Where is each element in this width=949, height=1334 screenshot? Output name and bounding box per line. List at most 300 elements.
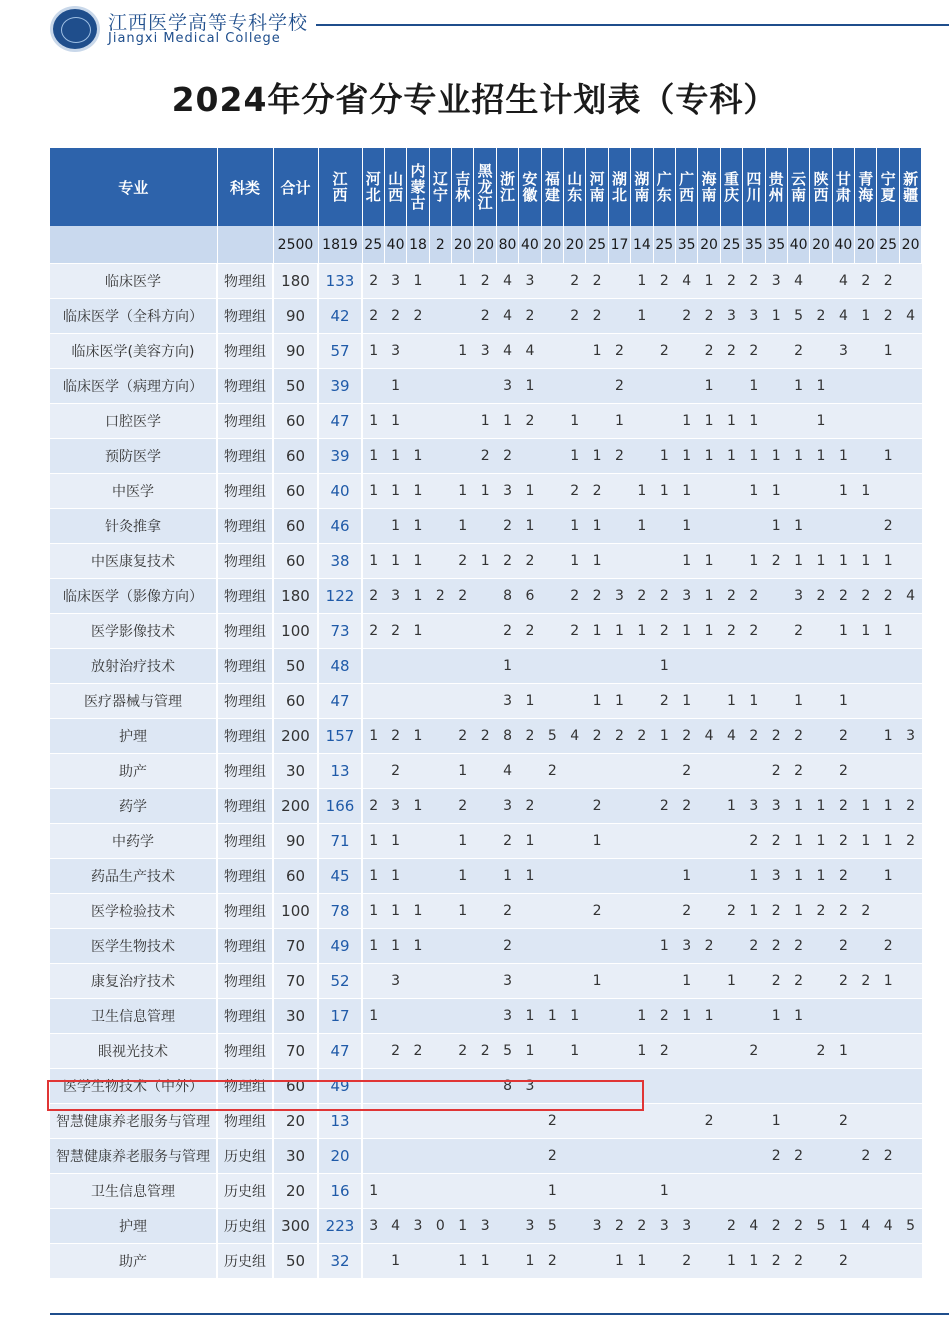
province-cell <box>541 334 563 369</box>
province-cell <box>564 824 586 859</box>
province-cell: 2 <box>586 789 608 824</box>
province-cell: 3 <box>496 999 518 1034</box>
province-cell <box>698 859 720 894</box>
province-cell <box>631 334 653 369</box>
table-row <box>50 964 922 999</box>
total-cell: 20 <box>273 1104 318 1139</box>
province-cell <box>698 1244 720 1279</box>
major-cell: 放射治疗技术 <box>50 649 217 684</box>
province-cell: 1 <box>810 404 832 439</box>
header-province-char: 古 <box>410 194 426 212</box>
province-cell: 1 <box>787 824 809 859</box>
province-cell: 2 <box>675 789 697 824</box>
table-row <box>50 999 922 1034</box>
subtotal-cell: 20 <box>452 226 474 264</box>
province-cell <box>855 1244 877 1279</box>
province-cell: 2 <box>787 719 809 754</box>
province-cell: 1 <box>452 474 474 509</box>
province-cell: 2 <box>787 754 809 789</box>
province-cell: 1 <box>608 1244 630 1279</box>
total-cell: 100 <box>273 614 318 649</box>
province-cell <box>855 719 877 754</box>
province-cell <box>384 649 406 684</box>
major-cell: 中医康复技术 <box>50 544 217 579</box>
header-province-char: 宁 <box>880 170 896 188</box>
province-cell: 1 <box>631 264 653 299</box>
province-cell: 1 <box>855 614 877 649</box>
header-province <box>855 148 877 226</box>
province-cell <box>855 1104 877 1139</box>
province-cell <box>899 1034 921 1069</box>
table-row <box>50 299 922 334</box>
province-cell: 2 <box>362 299 384 334</box>
province-cell <box>675 1139 697 1174</box>
province-cell <box>564 964 586 999</box>
province-cell: 3 <box>384 579 406 614</box>
province-cell: 2 <box>720 614 742 649</box>
province-cell: 1 <box>608 684 630 719</box>
province-cell: 1 <box>452 859 474 894</box>
province-cell <box>474 964 496 999</box>
header-province-char: 海 <box>701 170 717 188</box>
table-row <box>50 929 922 964</box>
province-cell <box>698 789 720 824</box>
province-cell <box>810 1174 832 1209</box>
subtotal-cell: 20 <box>899 226 921 264</box>
header-province <box>541 148 563 226</box>
province-cell <box>899 439 921 474</box>
province-cell: 1 <box>519 509 541 544</box>
province-cell: 8 <box>496 1069 518 1104</box>
total-cell: 60 <box>273 544 318 579</box>
header-province-char: 北 <box>365 186 381 204</box>
province-cell <box>899 964 921 999</box>
category-cell: 历史组 <box>217 1139 273 1174</box>
province-cell <box>631 964 653 999</box>
subtotal-row <box>50 226 922 264</box>
province-cell <box>407 999 429 1034</box>
province-cell: 1 <box>474 404 496 439</box>
province-cell <box>698 964 720 999</box>
province-cell: 5 <box>810 1209 832 1244</box>
province-cell: 3 <box>519 264 541 299</box>
category-cell: 物理组 <box>217 264 273 299</box>
province-cell <box>586 1174 608 1209</box>
province-cell <box>586 999 608 1034</box>
province-cell: 1 <box>675 474 697 509</box>
province-cell <box>698 754 720 789</box>
province-cell <box>631 369 653 404</box>
province-cell <box>608 789 630 824</box>
province-cell: 1 <box>698 544 720 579</box>
subtotal-cell: 2500 <box>273 226 318 264</box>
province-cell <box>564 684 586 719</box>
jiangxi-cell: 122 <box>318 579 362 614</box>
province-cell: 1 <box>407 474 429 509</box>
category-cell: 物理组 <box>217 404 273 439</box>
province-cell: 1 <box>675 964 697 999</box>
province-cell: 2 <box>586 299 608 334</box>
province-cell: 1 <box>362 1174 384 1209</box>
header-category: 科类 <box>217 148 273 226</box>
province-cell <box>810 1139 832 1174</box>
province-cell: 1 <box>407 439 429 474</box>
table-row <box>50 684 922 719</box>
province-cell: 3 <box>496 789 518 824</box>
header-province <box>564 148 586 226</box>
province-cell: 1 <box>743 404 765 439</box>
province-cell: 2 <box>787 929 809 964</box>
province-cell: 4 <box>496 264 518 299</box>
province-cell: 2 <box>855 264 877 299</box>
subtotal-cell: 25 <box>653 226 675 264</box>
province-cell <box>564 1174 586 1209</box>
province-cell: 2 <box>653 264 675 299</box>
province-cell <box>407 964 429 999</box>
province-cell <box>787 1034 809 1069</box>
province-cell: 1 <box>519 1244 541 1279</box>
province-cell <box>653 1244 675 1279</box>
total-cell: 70 <box>273 929 318 964</box>
header-province-char: 西 <box>679 186 695 204</box>
province-cell <box>877 404 899 439</box>
province-cell: 1 <box>698 264 720 299</box>
province-cell <box>608 754 630 789</box>
header-province-char: 疆 <box>903 186 919 204</box>
province-cell <box>429 544 451 579</box>
province-cell: 3 <box>519 1209 541 1244</box>
province-cell: 3 <box>765 859 787 894</box>
subtotal-cell: 20 <box>810 226 832 264</box>
province-cell <box>452 299 474 334</box>
total-cell: 60 <box>273 1069 318 1104</box>
subtotal-cell: 18 <box>407 226 429 264</box>
subtotal-cell: 14 <box>631 226 653 264</box>
province-cell <box>720 999 742 1034</box>
province-cell: 2 <box>631 719 653 754</box>
province-cell: 1 <box>675 509 697 544</box>
header-province-char: 林 <box>455 186 471 204</box>
total-cell: 20 <box>273 1174 318 1209</box>
province-cell <box>698 1209 720 1244</box>
province-cell <box>855 999 877 1034</box>
province-cell <box>362 1034 384 1069</box>
header-province <box>877 148 899 226</box>
header-province-char: 龙 <box>477 178 493 196</box>
major-cell: 针灸推拿 <box>50 509 217 544</box>
province-cell: 2 <box>541 1139 563 1174</box>
province-cell <box>608 1174 630 1209</box>
province-cell: 2 <box>855 579 877 614</box>
province-cell: 2 <box>496 614 518 649</box>
total-cell: 60 <box>273 439 318 474</box>
province-cell <box>720 1069 742 1104</box>
province-cell <box>608 474 630 509</box>
province-cell: 1 <box>631 614 653 649</box>
province-cell: 1 <box>474 474 496 509</box>
province-cell: 2 <box>496 824 518 859</box>
province-cell <box>720 1139 742 1174</box>
province-cell: 1 <box>787 369 809 404</box>
province-cell <box>429 614 451 649</box>
province-cell <box>832 1174 854 1209</box>
province-cell <box>429 1139 451 1174</box>
major-cell: 智慧健康养老服务与管理 <box>50 1139 217 1174</box>
province-cell <box>787 1104 809 1139</box>
province-cell: 1 <box>586 334 608 369</box>
province-cell <box>519 929 541 964</box>
major-cell: 临床医学 <box>50 264 217 299</box>
header-province-char: 辽 <box>432 170 448 188</box>
header-province-char: 庆 <box>723 186 739 204</box>
province-cell <box>429 789 451 824</box>
jiangxi-cell: 13 <box>318 754 362 789</box>
subtotal-cell: 40 <box>787 226 809 264</box>
province-cell: 2 <box>519 719 541 754</box>
province-cell: 1 <box>877 789 899 824</box>
province-cell: 2 <box>698 1104 720 1139</box>
province-cell <box>675 649 697 684</box>
total-cell: 60 <box>273 859 318 894</box>
province-cell <box>564 649 586 684</box>
header-province-char: 西 <box>332 186 348 204</box>
header-province-char: 陕 <box>813 170 829 188</box>
jiangxi-cell: 47 <box>318 1034 362 1069</box>
province-cell: 2 <box>653 614 675 649</box>
province-cell: 3 <box>765 264 787 299</box>
total-cell: 30 <box>273 999 318 1034</box>
province-cell <box>541 509 563 544</box>
province-cell: 3 <box>765 789 787 824</box>
table-row <box>50 474 922 509</box>
province-cell <box>474 509 496 544</box>
province-cell: 1 <box>608 614 630 649</box>
major-cell: 医学影像技术 <box>50 614 217 649</box>
province-cell: 1 <box>832 439 854 474</box>
major-cell: 智慧健康养老服务与管理 <box>50 1104 217 1139</box>
jiangxi-cell: 17 <box>318 999 362 1034</box>
province-cell: 2 <box>586 579 608 614</box>
header-province-char: 徽 <box>522 186 538 204</box>
province-cell: 3 <box>787 579 809 614</box>
province-cell <box>720 824 742 859</box>
province-cell: 3 <box>474 1209 496 1244</box>
province-cell: 1 <box>787 859 809 894</box>
category-cell: 物理组 <box>217 1034 273 1069</box>
province-cell: 1 <box>586 509 608 544</box>
total-cell: 60 <box>273 474 318 509</box>
province-cell <box>541 439 563 474</box>
province-cell: 1 <box>474 544 496 579</box>
province-cell <box>496 1139 518 1174</box>
header-province-char: 宁 <box>432 186 448 204</box>
province-cell <box>586 1034 608 1069</box>
province-cell <box>429 649 451 684</box>
province-cell: 2 <box>765 754 787 789</box>
province-cell: 4 <box>899 299 921 334</box>
subtotal-cell: 20 <box>698 226 720 264</box>
province-cell: 2 <box>832 894 854 929</box>
province-cell <box>429 719 451 754</box>
province-cell: 1 <box>384 824 406 859</box>
province-cell: 1 <box>362 334 384 369</box>
province-cell <box>519 649 541 684</box>
province-cell <box>608 544 630 579</box>
province-cell <box>452 404 474 439</box>
province-cell <box>608 264 630 299</box>
table-row <box>50 649 922 684</box>
province-cell <box>855 684 877 719</box>
province-cell: 1 <box>362 999 384 1034</box>
province-cell <box>541 894 563 929</box>
province-cell: 1 <box>384 859 406 894</box>
province-cell: 2 <box>765 719 787 754</box>
province-cell: 2 <box>541 1104 563 1139</box>
province-cell <box>519 964 541 999</box>
province-cell: 3 <box>474 334 496 369</box>
province-cell: 1 <box>855 474 877 509</box>
major-cell: 中医学 <box>50 474 217 509</box>
province-cell <box>631 1174 653 1209</box>
province-cell <box>608 894 630 929</box>
jiangxi-cell: 39 <box>318 369 362 404</box>
province-cell <box>675 1174 697 1209</box>
province-cell <box>564 894 586 929</box>
province-cell: 1 <box>586 964 608 999</box>
province-cell: 2 <box>787 614 809 649</box>
category-cell: 历史组 <box>217 1174 273 1209</box>
province-cell <box>720 544 742 579</box>
category-cell: 物理组 <box>217 1069 273 1104</box>
province-cell: 2 <box>765 1139 787 1174</box>
province-cell <box>429 1034 451 1069</box>
province-cell: 2 <box>474 719 496 754</box>
province-cell: 1 <box>698 439 720 474</box>
header-province-char: 州 <box>768 186 784 204</box>
province-cell: 1 <box>362 719 384 754</box>
province-cell <box>810 264 832 299</box>
province-cell: 2 <box>765 1209 787 1244</box>
province-cell: 2 <box>765 824 787 859</box>
province-cell: 2 <box>384 719 406 754</box>
province-cell <box>855 369 877 404</box>
province-cell: 2 <box>832 789 854 824</box>
province-cell <box>787 1069 809 1104</box>
province-cell <box>765 1174 787 1209</box>
province-cell <box>765 614 787 649</box>
province-cell <box>653 509 675 544</box>
province-cell <box>474 614 496 649</box>
category-cell: 物理组 <box>217 719 273 754</box>
province-cell <box>519 439 541 474</box>
province-cell: 2 <box>743 929 765 964</box>
province-cell: 2 <box>608 369 630 404</box>
province-cell: 1 <box>653 474 675 509</box>
province-cell: 2 <box>452 719 474 754</box>
province-cell: 1 <box>877 824 899 859</box>
province-cell <box>429 1244 451 1279</box>
province-cell: 1 <box>407 719 429 754</box>
province-cell <box>653 369 675 404</box>
province-cell: 3 <box>384 264 406 299</box>
province-cell: 2 <box>832 579 854 614</box>
province-cell <box>832 1069 854 1104</box>
province-cell: 2 <box>675 1244 697 1279</box>
major-cell: 眼视光技术 <box>50 1034 217 1069</box>
table-row <box>50 614 922 649</box>
table-row <box>50 509 922 544</box>
province-cell <box>899 369 921 404</box>
province-cell <box>474 999 496 1034</box>
header-province-char: 河 <box>589 170 605 188</box>
category-cell: 物理组 <box>217 964 273 999</box>
header-province <box>519 148 541 226</box>
total-cell: 180 <box>273 264 318 299</box>
total-cell: 60 <box>273 404 318 439</box>
category-cell: 物理组 <box>217 929 273 964</box>
province-cell <box>429 754 451 789</box>
province-cell: 2 <box>810 1034 832 1069</box>
header-province-char: 青 <box>858 170 874 188</box>
province-cell: 1 <box>743 474 765 509</box>
province-cell: 1 <box>564 404 586 439</box>
major-cell: 中药学 <box>50 824 217 859</box>
header-province-char: 西 <box>388 186 404 204</box>
province-cell <box>743 1069 765 1104</box>
province-cell: 2 <box>855 894 877 929</box>
province-cell: 1 <box>877 719 899 754</box>
subtotal-cell: 40 <box>384 226 406 264</box>
province-cell <box>899 929 921 964</box>
province-cell <box>877 369 899 404</box>
province-cell: 1 <box>407 894 429 929</box>
province-cell <box>541 824 563 859</box>
province-cell: 1 <box>631 999 653 1034</box>
jiangxi-cell: 13 <box>318 1104 362 1139</box>
province-cell <box>877 1244 899 1279</box>
header-province-char: 黑 <box>477 162 493 180</box>
province-cell <box>653 754 675 789</box>
province-cell: 2 <box>564 579 586 614</box>
province-cell: 2 <box>720 334 742 369</box>
header-major: 专业 <box>50 148 217 226</box>
header-province-char: 夏 <box>880 186 896 204</box>
province-cell: 1 <box>362 474 384 509</box>
province-cell: 2 <box>474 299 496 334</box>
province-cell: 1 <box>564 439 586 474</box>
major-cell: 卫生信息管理 <box>50 999 217 1034</box>
province-cell: 5 <box>496 1034 518 1069</box>
province-cell: 2 <box>564 614 586 649</box>
subtotal-cell: 20 <box>855 226 877 264</box>
province-cell: 3 <box>496 964 518 999</box>
major-cell: 口腔医学 <box>50 404 217 439</box>
jiangxi-cell: 57 <box>318 334 362 369</box>
header-province <box>743 148 765 226</box>
category-cell: 物理组 <box>217 614 273 649</box>
province-cell: 1 <box>452 824 474 859</box>
province-cell: 1 <box>832 474 854 509</box>
province-cell <box>698 1069 720 1104</box>
province-cell <box>899 684 921 719</box>
page-title: 2024年分省分专业招生计划表（专科） <box>171 80 778 119</box>
province-cell: 1 <box>675 544 697 579</box>
province-cell <box>429 929 451 964</box>
province-cell <box>877 1069 899 1104</box>
province-cell <box>877 684 899 719</box>
province-cell: 1 <box>384 544 406 579</box>
province-cell: 1 <box>698 999 720 1034</box>
